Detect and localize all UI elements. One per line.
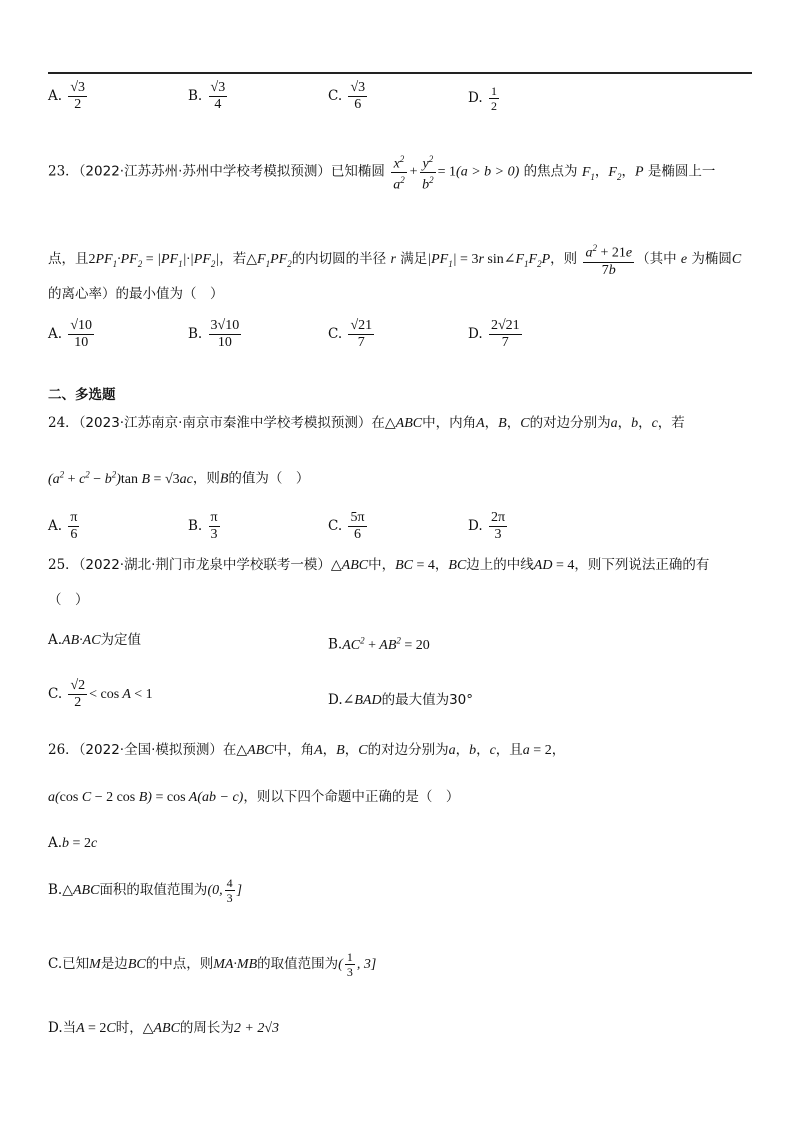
- q24-option-c[interactable]: C. $\frac{5\pi}{6}$: [328, 510, 365, 542]
- q23-line-3: 的离心率）的最小值为（ ）: [48, 286, 224, 302]
- q24-option-a[interactable]: A. $\frac{\pi}{6}$: [48, 510, 78, 542]
- q25-option-b[interactable]: $B.AC^2 + AB^2 = 20$: [328, 635, 430, 653]
- q22-option-c[interactable]: C. $\frac{√3}{6}$: [328, 80, 366, 112]
- q26-line-1: 26．（2022·全国·模拟预测）在△ABC中，角A，B，C的对边分别为a，b，c，且a = 2，: [48, 742, 566, 758]
- q25-option-a[interactable]: A.AB·AC为定值: [48, 632, 142, 648]
- q22-option-a[interactable]: A. $\frac{√3}{2}$: [48, 80, 86, 112]
- q23-line-2: 点，且$2PF_1\cdot PF_2 = |PF_1|\cdot|PF_2|$，若$\triangle F_1PF_2$的内切圆的半径 r 满足$|PF_1| = 3r$ $\sin\angle F_1F_2P$，则 $\frac{a^2 + 21e}{7b}$ （其中 e 为椭圆C: [48, 240, 741, 279]
- q25-option-c[interactable]: C. $\frac{√2}{2}$ < cos A < 1: [48, 678, 153, 710]
- q24-line-2: $(a^2 + c^2 - b^2)\tan$ B = √3ac，则B的值为（ ）: [48, 469, 310, 487]
- q22-option-b[interactable]: B. $\frac{√3}{4}$: [188, 80, 226, 112]
- top-rule: [48, 72, 752, 74]
- q23-line-1: 23．（2022·江苏苏州·苏州中学校考模拟预测）已知椭圆 $\frac{x^2}{a^2}$ + $\frac{y^2}{b^2}$ = 1(a > b > 0) 的焦点为 $F_1$，$F_2$，P 是椭圆上一: [48, 154, 716, 193]
- q25-option-d[interactable]: D.∠BAD的最大值为30°: [328, 692, 474, 708]
- q23-option-b[interactable]: B. $\frac{3√10}{10}$: [188, 318, 240, 350]
- q24-option-b[interactable]: B. $\frac{\pi}{3}$: [188, 510, 218, 542]
- q24-line-1: 24．（2023·江苏南京·南京市秦淮中学校考模拟预测）在△ABC中，内角A，B，C的对边分别为a，b，c，若: [48, 415, 685, 431]
- q25-line-1: 25．（2022·湖北·荆门市龙泉中学校联考一模）△ABC中，BC = 4，BC边上的中线AD = 4，则下列说法正确的有: [48, 557, 710, 573]
- q26-option-a[interactable]: A.b = 2c: [48, 835, 98, 851]
- q23-option-a[interactable]: A. $\frac{√10}{10}$: [48, 318, 93, 350]
- q25-line-2: （ ）: [48, 592, 89, 608]
- q23-option-d[interactable]: D. $\frac{2√21}{7}$: [468, 318, 520, 350]
- q26-option-b[interactable]: B.△ABC面积的取值范围为(0, $\frac{4}{3}$ ]: [48, 876, 243, 905]
- q26-line-2: a(cos C − 2 cos B) = cos A(ab − c)，则以下四个命题中正确的是（ ）: [48, 789, 460, 805]
- q22-option-d[interactable]: D. $\frac{1}{2}$: [468, 84, 497, 113]
- section-heading: 二、多选题: [48, 387, 116, 403]
- q26-option-c[interactable]: C.已知M是边BC的中点，则MA·MB的取值范围为( $\frac{1}{3}$ , 3]: [48, 950, 377, 979]
- q23-option-c[interactable]: C. $\frac{√21}{7}$: [328, 318, 373, 350]
- q26-option-d[interactable]: D.当A = 2C时，△ABC的周长为2 + 2√3: [48, 1020, 280, 1036]
- q24-option-d[interactable]: D. $\frac{2\pi}{3}$: [468, 510, 506, 542]
